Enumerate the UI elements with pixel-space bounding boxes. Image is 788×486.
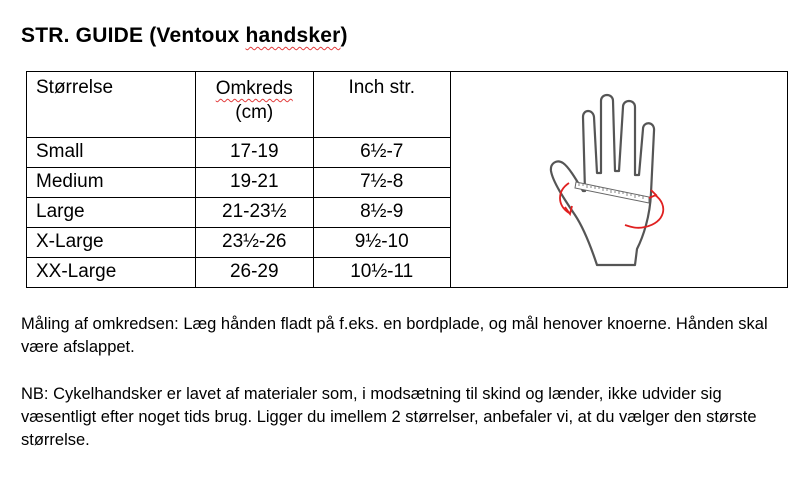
inch-cell: 8½-9 [313,198,450,228]
table-header-row [27,72,788,138]
illustration-cell [450,72,787,288]
size-cell: Small [27,138,196,168]
size-cell: XX-Large [27,258,196,288]
size-cell: Medium [27,168,196,198]
header-inch: Inch str. [313,72,450,138]
note-paragraph: NB: Cykelhandsker er lavet af materialer som, i modsætning til skind og lænder, ikke udvider sig væsentligt efter noget tids brug. Ligger du imellem 2 størrelser, anbefaler vi, at du vælger den største størrelse. [21,385,757,449]
size-table [26,71,788,288]
measurement-instructions: Måling af omkredsen: Læg hånden fladt på f.eks. en bordplade, og mål henover knoerne. Hånden skal være afslappet. [21,315,768,356]
page-title [21,24,348,48]
inch-cell: 9½-10 [313,228,450,258]
circumference-cell: 21-23½ [195,198,313,228]
header-size: Størrelse [27,72,196,138]
measuring-tape [575,182,649,203]
circumference-cell: 19-21 [195,168,313,198]
title-word: handsker [245,24,341,47]
header-circumference [195,72,313,138]
circumference-cell: 26-29 [195,258,313,288]
header-circumference-unit: (cm) [235,102,274,123]
circumference-cell: 23½-26 [195,228,313,258]
size-cell: X-Large [27,228,196,258]
hand-measurement-icon [539,87,699,277]
inch-cell: 10½-11 [313,258,450,288]
inch-cell: 7½-8 [313,168,450,198]
size-cell: Large [27,198,196,228]
circumference-cell: 17-19 [195,138,313,168]
header-circumference-label: Omkreds [215,78,293,99]
title-prefix: STR. GUIDE (Ventoux [21,24,246,47]
inch-cell: 6½-7 [313,138,450,168]
title-suffix: ) [340,24,348,47]
